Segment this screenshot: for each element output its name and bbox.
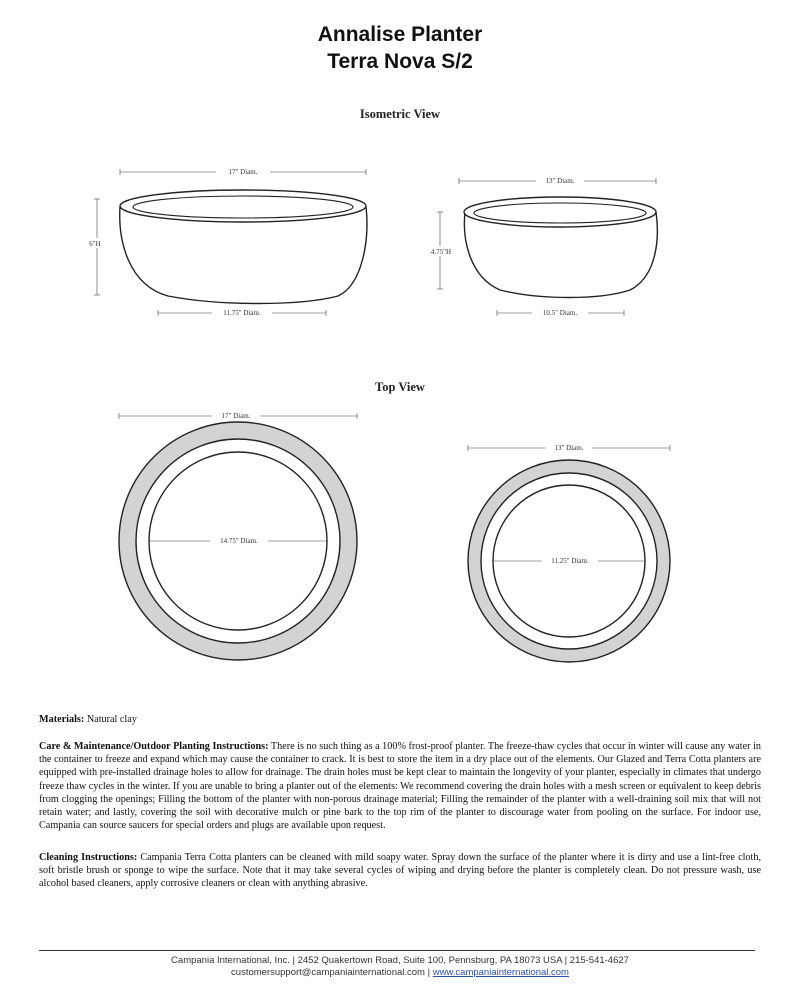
isometric-view-label: Isometric View [359, 107, 441, 121]
small-iso-top-diam: 13" Diam. [545, 177, 575, 185]
page-title: Annalise Planter [317, 23, 483, 46]
care-heading: Care & Maintenance/Outdoor Planting Instructions: [39, 741, 269, 752]
materials-section [39, 713, 761, 726]
care-section [39, 740, 761, 832]
top-view-label: Top View [375, 380, 425, 394]
footer-email[interactable]: customersupport@campaniainternational.com [231, 967, 425, 978]
footer-divider [39, 950, 755, 951]
care-text: There is no such thing as a 100% frost-proof planter. The freeze-thaw cycles that occur in winter will cause any water in the container to freeze and expand which may cause the container to crack. It is best to store the item in a dry place out of the elements. Our Glazed and Terra Cotta planters are equipped with pre-installed drainage holes to allow for drainage. The drain holes must be kept clear to maintain the longevity of your planter, especially in climates that undergo freeze thaw cycles in the winter. If you are unable to bring a planter out of the elements: We recommend covering the drain holes with a mesh screen or equivalent to keep debris from clogging the openings; Filling the bottom of the planter with non-porous drainage material; Filling the remainder of the planter with a well-draining soil mix that will not retain water; and lastly, covering the soil with decorative mulch or pine bark to the top rim of the planter to discourage water from pooling on the surface. For indoor use, Campania can source saucers for special orders and plugs are available upon request. [39, 741, 761, 832]
isometric-small-planter [464, 197, 657, 298]
large-top-outer-diam: 17" Diam. [221, 412, 251, 420]
small-top-inner-diam: 11.25" Diam. [551, 557, 589, 565]
footer-address: Campania International, Inc. | 2452 Quakertown Road, Suite 100, Pennsburg, PA 18073 USA | 215-541-4627 [171, 955, 629, 966]
materials-heading: Materials: [39, 714, 85, 725]
cleaning-text: Campania Terra Cotta planters can be cleaned with mild soapy water. Spray down the surface of the planter where it is dirty and use a lint-free cloth, soft bristle brush or sponge to wipe the surface. Note that it may take several cycles of wiping and drying before the planter is completely clean. Do not pressure wash, use alcohol based cleaners, apply corrosive cleaners or clean with anything abrasive. [39, 852, 761, 890]
large-iso-height: 6"H [89, 240, 101, 248]
small-iso-base-diam: 10.5" Diam. [542, 309, 578, 317]
small-iso-height: 4.75"H [430, 248, 452, 256]
footer-website-link[interactable]: www.campaniainternational.com [432, 967, 569, 978]
large-iso-top-diam: 17" Diam. [228, 168, 258, 176]
isometric-small-dimensions [427, 175, 656, 317]
cleaning-section [39, 851, 761, 891]
large-top-inner-diam: 14.75" Diam. [220, 537, 258, 545]
footer-separator: | [424, 967, 433, 978]
materials-text: Natural clay [86, 714, 137, 725]
footer-contact [0, 967, 800, 979]
isometric-large-dimensions [86, 166, 366, 317]
page-subtitle: Terra Nova S/2 [327, 50, 473, 73]
cleaning-heading: Cleaning Instructions: [39, 852, 138, 863]
isometric-large-planter [120, 190, 367, 304]
small-top-outer-diam: 13" Diam. [554, 444, 584, 452]
large-iso-base-diam: 11.75" Diam. [223, 309, 261, 317]
